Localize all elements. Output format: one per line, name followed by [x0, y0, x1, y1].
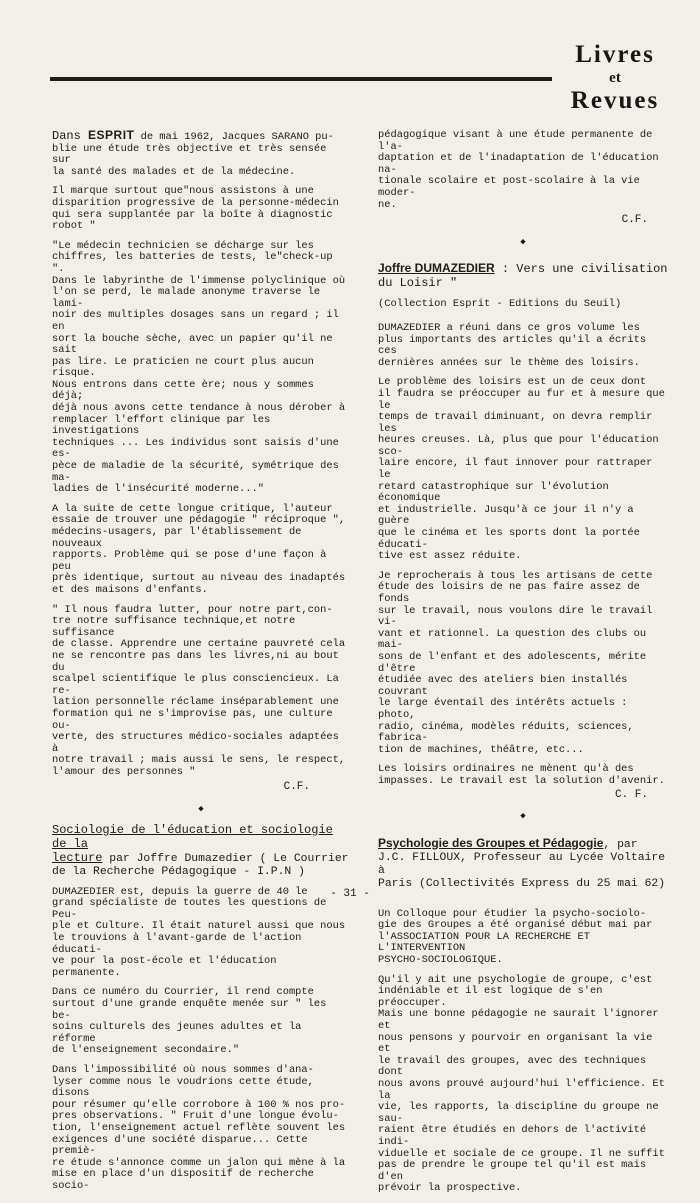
- left-column: [52, 130, 350, 1201]
- loisir-book-title: : Vers une civilisation du Loisir ": [378, 262, 668, 291]
- sociologie-byline: par Joffre Dumazedier ( Le Courrier de la Recherche Pédagogique - I.P.N ): [52, 852, 349, 878]
- loisir-author-name: Joffre DUMAZEDIER: [378, 261, 495, 276]
- psychologie-paragraph-1: Un Colloque pour étudier la psycho-sociolo- gie des Groupes a été organisé début mai par l'ASSOCIATION POUR LA RECHERCHE ET L'INTERVENTION PSYCHO-SOCIOLOGIQUE.: [378, 907, 653, 967]
- section-divider-diamond: ◆: [198, 804, 204, 815]
- masthead-word-et: et: [609, 70, 621, 86]
- psychologie-title: Psychologie des Groupes et Pédagogie: [378, 835, 604, 850]
- right-column: [378, 130, 668, 1203]
- page-number: - 31 -: [330, 888, 370, 900]
- esprit-intro-text: de mai 1962, Jacques SARANO pu- blie une étude très objective et très sensée sur la santé des malades et de la médecine.: [52, 131, 334, 178]
- esprit-paragraph-5: " Il nous faudra lutter, pour notre part,con- tre notre suffisance technique,et notre suffisance de classe. Apprendre une certaine pauvreté cela ne se rencontre pas dans les livres,ni au bout du scalpel scientifique le plus consciencieux. La re- lation personnelle réclame inséparablement une formation qui ne s'improvise pas, une culture ou- verte, des structures médico-sociales adaptées à notre travail ; mais aussi le sens, le respect, l'amour des personnes ": [52, 603, 346, 778]
- loisir-paragraph-3: Je reprocherais à tous les artisans de cette étude des loisirs de ne pas faire assez de fonds sur le travail, nous voulons dire le travail vi- vant et rationnel. La question des clubs ou mai- sons de l'enfant et des adolescents, mérite d'être étudiée avec des ateliers bien installés couvrant le large éventail des intérêts actuels : photo, radio, cinéma, modèles réduits, sciences, fabrica- tion de machines, théâtre, etc...: [378, 569, 653, 756]
- esprit-journal-name: ESPRIT: [88, 128, 135, 142]
- psychologie-review-heading: [378, 837, 668, 891]
- sociologie-title: Sociologie de l'éducation et sociologie de la lecture: [52, 822, 333, 865]
- section-masthead: [556, 40, 674, 116]
- sociologie-paragraph-2: Dans ce numéro du Courrier, il rend compte surtout d'une grande enquête menée sur " les be- soins culturels des jeunes adultes et la réforme de l'enseignement secondaire.": [52, 986, 327, 1057]
- loisir-paragraph-2: Le problème des loisirs est un de ceux dont il faudra se préoccuper au fur et à mesure que le temps de travail diminuant, on devra remplir les heures creuses. Là, plus que pour l'éducation sco- laire encore, il faut innover pour rattraper le retard catastrophique sur l'évolution économique et industrielle. Jusqu'à ce jour il n'y a guère que le cinéma et les sports dont la portée éducati- tive est assez réduite.: [378, 376, 665, 563]
- section-divider-diamond: ◆: [520, 236, 526, 247]
- esprit-paragraph-4: A la suite de cette longue critique, l'auteur essaie de trouver une pédagogie " réciproque ", médecins-usagers, par l'établissement de nouveaux rapports. Problème qui se pose d'une façon à peu près identique, surtout au niveau des inadaptés et des maisons d'enfants.: [52, 502, 346, 596]
- sociologie-review-heading: [52, 824, 350, 879]
- psychologie-byline: , par J.C. FILLOUX, Professeur au Lycée Voltaire à Paris (Collectivités Express du 25 mai 62): [378, 838, 666, 890]
- esprit-paragraph-2: Il marque surtout que"nous assistons à une disparition progressive de la personne-médecin qui sera supplantée par la boîte à diagnostic robot ": [52, 185, 339, 233]
- sociologie-paragraph-3: Dans l'impossibilité où nous sommes d'ana- lyser comme nous le voudrions cette étude, disons pour résumer qu'elle corrobore à 100 % nos pro- pres observations. " Fruit d'une longue évolu- tion, l'enseignement actuel reflète souvent les exigences d'une société disparue... Cette premiè- re étude s'annonce comme un jalon qui mène à la mise en place d'un dispositif de recherche socio-: [52, 1063, 346, 1192]
- masthead-word-livres: Livres: [575, 41, 655, 68]
- esprit-quote: "Le médecin technicien se décharge sur les chiffres, les batteries de tests, le"check-up ". Dans le labyrinthe de l'immense polyclinique où l'on se perd, le malade anonyme traverse le lami- noir des multiples dosages sans un regard ; il en sort la bouche sèche, avec un papier qu'il ne sait pas lire. Le praticien ne court plus aucun risque. Nous entrons dans cette ère; nous y sommes déjà; déjà nous avons cette tendance à nous dérober à remplacer l'effort clinique par les investigations techniques ... Les individus sont saisis d'une es- pèce de maladie de la sécurité, symétrique des ma- ladies de l'insécurité moderne...": [52, 239, 346, 496]
- loisir-publisher: (Collection Esprit - Editions du Seuil): [378, 298, 622, 311]
- esprit-lead-text: Dans: [52, 129, 89, 143]
- sociologie-paragraph-1: DUMAZEDIER est, depuis la guerre de 40 le grand spécialiste de toutes les questions de Peu- ple et Culture. Il était naturel aussi que nous le trouvions à l'avant-garde de l'action éducati- ve pour la post-école et l'éducation permanente.: [52, 885, 346, 979]
- loisir-paragraph-1: DUMAZEDIER a réuni dans ce gros volume les plus importants des articles qu'il a écrits ces dernières années sur le thème des loisirs.: [378, 321, 647, 369]
- psychologie-paragraph-2: Qu'il y ait une psychologie de groupe, c'est indéniable et il est logique de s'en préoccuper. Mais une bonne pédagogie ne saurait l'ignorer et nous pensons y pourvoir en organisant la vie et le travail des groupes, avec des techniques dont nous avons prouvé aujourd'hui l'efficience. Et la vie, les rapports, la discipline du groupe ne sau- raient être étudiés en dehors de l'activité indi- viduelle et sociale de ce groupe. Il ne suffit pas de prendre le groupe tel qu'il est mais d'en prévoir la prospective.: [378, 973, 665, 1195]
- loisir-signature: C. F.: [614, 788, 648, 801]
- esprit-signature: C.F.: [283, 781, 310, 794]
- sociologie-continued: pédagogique visant à une étude permanente de l'a- daptation et de l'inadaptation de l'éducation na- tionale scolaire et post-scolaire à la vie moder- ne.: [378, 129, 659, 211]
- sociologie-signature: C.F.: [621, 214, 648, 227]
- section-divider-diamond: ◆: [520, 811, 526, 822]
- loisir-review-heading: [378, 262, 668, 291]
- loisir-paragraph-4: Les loisirs ordinaires ne mènent qu'à des impasses. Le travail est la solution d'avenir.: [378, 763, 665, 787]
- header-rule: [50, 77, 552, 81]
- esprit-review-opening: [52, 130, 350, 178]
- masthead-word-revues: Revues: [570, 87, 660, 114]
